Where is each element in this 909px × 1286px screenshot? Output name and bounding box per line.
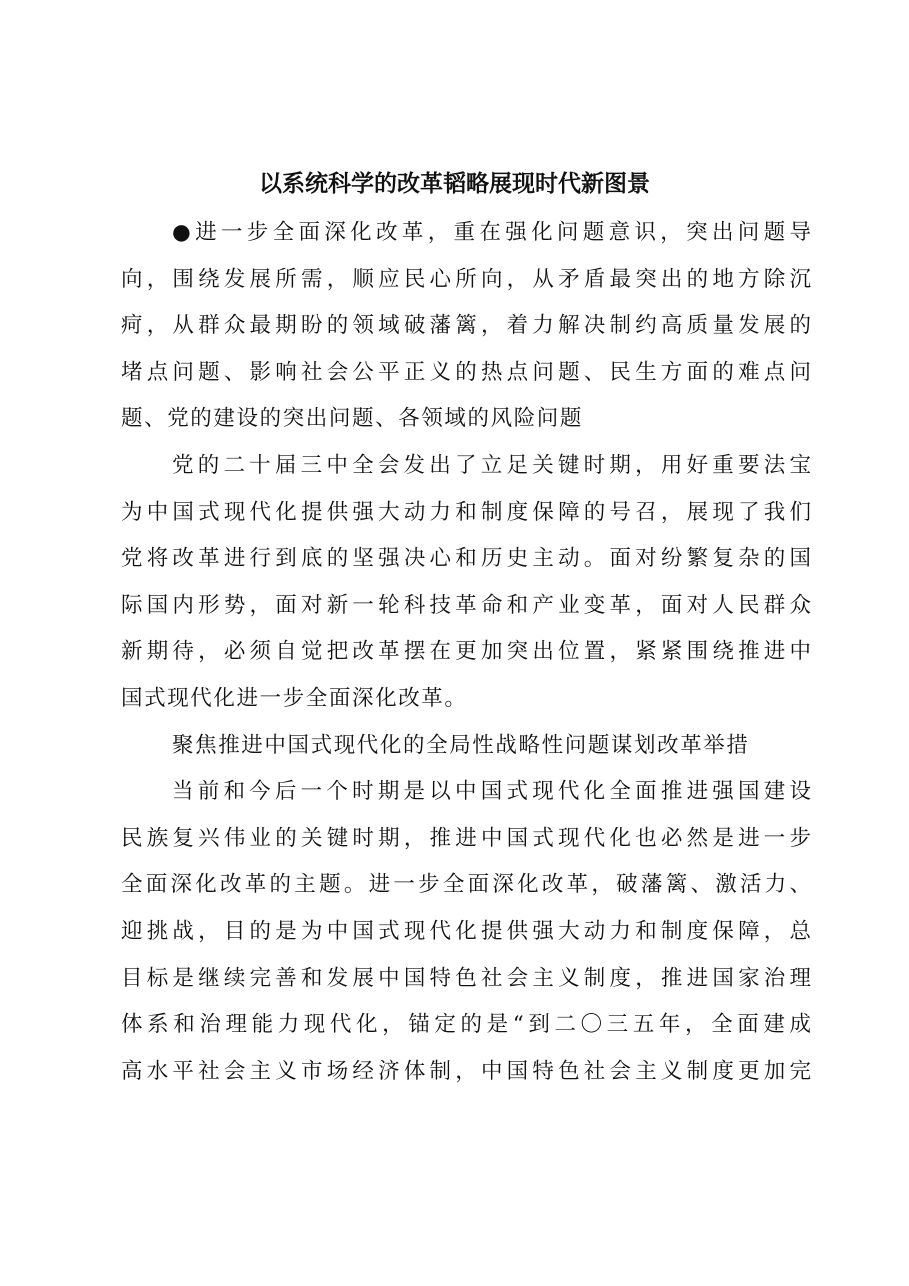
paragraph-2-line-5: 新期待，必须自觉把改革摆在更加突出位置，紧紧围绕推进中 <box>121 639 811 665</box>
section-heading: 聚焦推进中国式现代化的全局性战略性问题谋划改革举措 <box>172 732 750 758</box>
paragraph-3-line-1: 当前和今后一个时期是以中国式现代化全面推进强国建设 <box>172 779 811 805</box>
paragraph-3-line-6: 体系和治理能力现代化，锚定的是“到二〇三五年，全面建成 <box>121 1012 811 1038</box>
paragraph-3-line-4: 迎挑战，目的是为中国式现代化提供强大动力和制度保障，总 <box>121 918 811 944</box>
paragraph-2-line-4: 际国内形势，面对新一轮科技革命和产业变革，面对人民群众 <box>121 592 811 618</box>
paragraph-1-line-4: 堵点问题、影响社会公平正义的热点问题、民生方面的难点问 <box>121 359 811 385</box>
paragraph-2-line-3: 党将改革进行到底的坚强决心和历史主动。面对纷繁复杂的国 <box>121 546 811 572</box>
paragraph-2-line-6: 国式现代化进一步全面深化改革。 <box>121 685 468 711</box>
paragraph-3-line-5: 目标是继续完善和发展中国特色社会主义制度，推进国家治理 <box>121 965 811 991</box>
paragraph-3-line-2: 民族复兴伟业的关键时期，推进中国式现代化也必然是进一步 <box>121 825 811 851</box>
document-body <box>121 210 811 1095</box>
paragraph-1-line-5: 题、党的建设的突出问题、各领域的风险问题 <box>121 406 584 432</box>
paragraph-3-line-3: 全面深化改革的主题。进一步全面深化改革，破藩篱、激活力、 <box>121 872 811 898</box>
paragraph-1-line-3: 疴，从群众最期盼的领域破藩篱，着力解决制约高质量发展的 <box>121 313 811 339</box>
document-title: 以系统科学的改革韬略展现时代新图景 <box>259 170 650 197</box>
paragraph-3-line-7: 高水平社会主义市场经济体制，中国特色社会主义制度更加完 <box>121 1058 811 1084</box>
paragraph-2-line-1: 党的二十届三中全会发出了立足关键时期，用好重要法宝 <box>172 452 811 478</box>
paragraph-2-line-2: 为中国式现代化提供强大动力和制度保障的号召，展现了我们 <box>121 499 811 525</box>
paragraph-1-line-2: 向，围绕发展所需，顺应民心所向，从矛盾最突出的地方除沉 <box>121 266 811 292</box>
paragraph-1-line-1: ●进一步全面深化改革，重在强化问题意识，突出问题导 <box>172 220 811 245</box>
